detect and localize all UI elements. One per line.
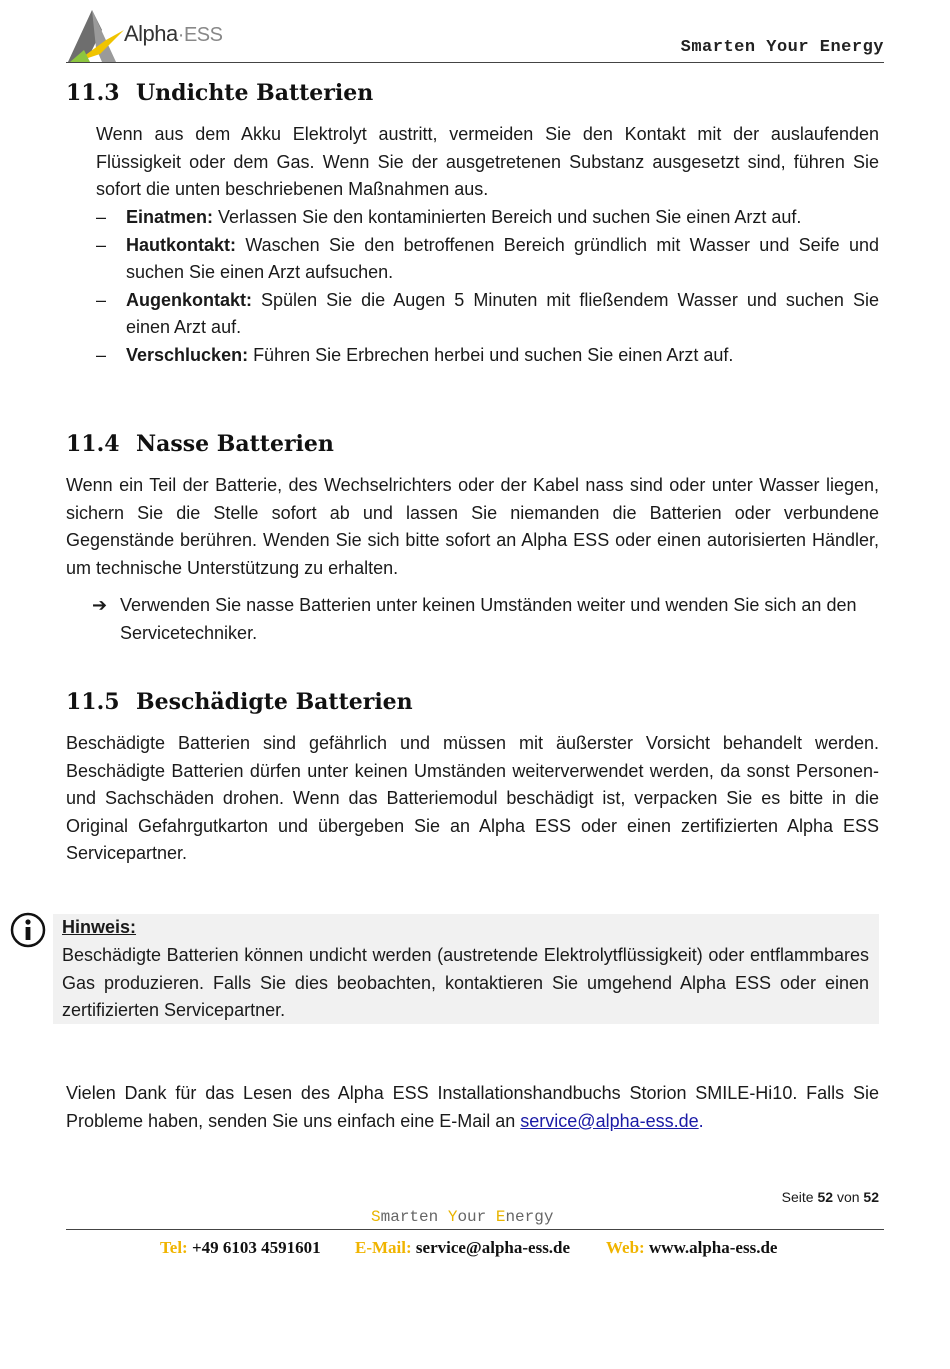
footer-phone xyxy=(160,1238,321,1258)
section-title: Nasse Batterien xyxy=(136,431,334,457)
web-label: Web: xyxy=(606,1238,645,1257)
item-text: Waschen Sie den betroffenen Bereich gründlich mit Wasser und Seife und suchen Sie einen Arzt aufsuchen. xyxy=(126,234,879,283)
closing-period: . xyxy=(698,1110,704,1131)
tagline-word: our xyxy=(457,1208,496,1226)
phone-label: Tel: xyxy=(160,1238,188,1257)
section-title: Beschädigte Batterien xyxy=(136,689,413,715)
section-heading-11-4 xyxy=(66,431,334,457)
section-number: 11.4 xyxy=(66,431,120,457)
logo-wordmark xyxy=(124,21,222,47)
list-item xyxy=(96,342,879,370)
section-11-4-body: Wenn ein Teil der Batterie, des Wechselrichters oder der Kabel nass sind oder unter Wasser liegen, sichern Sie die Stelle sofort ab und lassen Sie niemanden die Batterien oder verbundene Gegenstände berühren. Wenden Sie sich bitte sofort an Alpha ESS oder einen autorisierten Händler, um technische Unterstützung zu erhalten. xyxy=(66,475,879,578)
footer-email xyxy=(355,1238,570,1258)
section-11-5-body: Beschädigte Batterien sind gefährlich und müssen mit äußerster Vorsicht behandelt werden. Beschädigte Batterien dürfen unter keinen Umständen weiterverwendet werden, da sonst Personen- und Sachschäden drohen. Wenn das Batteriemodul beschädigt ist, verpacken Sie es bitte in die Original Gefahrgutkarton und übergeben Sie an Alpha ESS oder einen zertifizierten Alpha ESS Servicepartner. xyxy=(66,733,879,864)
email-value: service@alpha-ess.de xyxy=(411,1238,571,1257)
item-text: Führen Sie Erbrechen herbei und suchen Sie einen Arzt auf. xyxy=(248,344,734,365)
info-icon xyxy=(10,912,46,948)
page-mid: von xyxy=(833,1189,864,1205)
footer-web xyxy=(606,1238,777,1258)
item-term: Augenkontakt: xyxy=(126,289,252,310)
header-divider xyxy=(66,62,884,63)
footer-tagline xyxy=(371,1208,553,1226)
tagline-letter: S xyxy=(371,1208,381,1226)
page-total: 52 xyxy=(863,1189,879,1205)
page-number xyxy=(782,1189,879,1205)
closing-text: Vielen Dank für das Lesen des Alpha ESS Installationshandbuchs Storion SMILE-Hi10. Falls Sie Probleme haben, senden Sie uns einfach eine E-Mail an xyxy=(66,1083,879,1131)
footer-divider xyxy=(66,1229,884,1230)
header-tagline: Smarten Your Energy xyxy=(680,38,884,57)
tagline-word: nergy xyxy=(505,1208,554,1226)
item-term: Hautkontakt: xyxy=(126,234,237,255)
dash-bullet: – xyxy=(96,234,107,255)
item-term: Einatmen: xyxy=(126,207,214,227)
section-heading-11-5 xyxy=(66,689,413,715)
item-text: Spülen Sie die Augen 5 Minuten mit fließendem Wasser und suchen Sie einen Arzt auf. xyxy=(126,289,879,338)
logo-suffix-text: ·ESS xyxy=(177,24,223,46)
item-text: Verlassen Sie den kontaminierten Bereich und suchen Sie einen Arzt auf. xyxy=(213,207,802,227)
list-item xyxy=(96,232,879,287)
arrow-right-icon: ➔ xyxy=(92,595,108,615)
dash-bullet: – xyxy=(96,207,107,227)
first-aid-list xyxy=(96,204,879,370)
closing-paragraph xyxy=(66,1080,879,1135)
email-link[interactable]: service@alpha-ess.de xyxy=(520,1110,699,1131)
list-item xyxy=(96,204,879,232)
section-number: 11.3 xyxy=(66,80,120,106)
phone-value: +49 6103 4591601 xyxy=(187,1238,321,1257)
dash-bullet: – xyxy=(96,344,107,365)
section-heading-11-3 xyxy=(66,80,373,106)
web-value: www.alpha-ess.de xyxy=(644,1238,778,1257)
note-text: Beschädigte Batterien können undicht werden (austretende Elektrolytflüssigkeit) oder entflammbares Gas produzieren. Falls Sie dies beobachten, kontaktieren Sie umgehend Alpha ESS oder einen zertifizierten Servicepartner. xyxy=(62,945,869,1021)
tagline-letter: Y xyxy=(447,1208,458,1226)
item-term: Verschlucken: xyxy=(126,344,249,365)
section-title: Undichte Batterien xyxy=(136,80,374,106)
section-11-3-intro: Wenn aus dem Akku Elektrolyt austritt, vermeiden Sie den Kontakt mit der auslaufenden Flüssigkeit oder dem Gas. Wenn Sie der ausgetretenen Substanz ausgesetzt sind, führen Sie sofort die unten beschriebenen Maßnahmen aus. xyxy=(96,124,879,200)
dash-bullet: – xyxy=(96,289,107,310)
arrow-instruction-text: Verwenden Sie nasse Batterien unter keinen Umständen weiter und wenden Sie sich an den Servicetechniker. xyxy=(120,595,857,643)
page-current: 52 xyxy=(817,1189,834,1205)
logo-mark-icon xyxy=(66,8,128,64)
note-title: Hinweis: xyxy=(62,917,137,937)
section-number: 11.5 xyxy=(66,689,120,715)
page-prefix: Seite xyxy=(781,1189,818,1205)
email-label: E-Mail: xyxy=(355,1238,412,1257)
tagline-word: marten xyxy=(380,1208,448,1226)
arrow-instruction xyxy=(92,592,879,647)
list-item xyxy=(96,287,879,342)
logo-main-text: Alpha xyxy=(124,21,178,46)
tagline-letter: E xyxy=(495,1208,506,1226)
